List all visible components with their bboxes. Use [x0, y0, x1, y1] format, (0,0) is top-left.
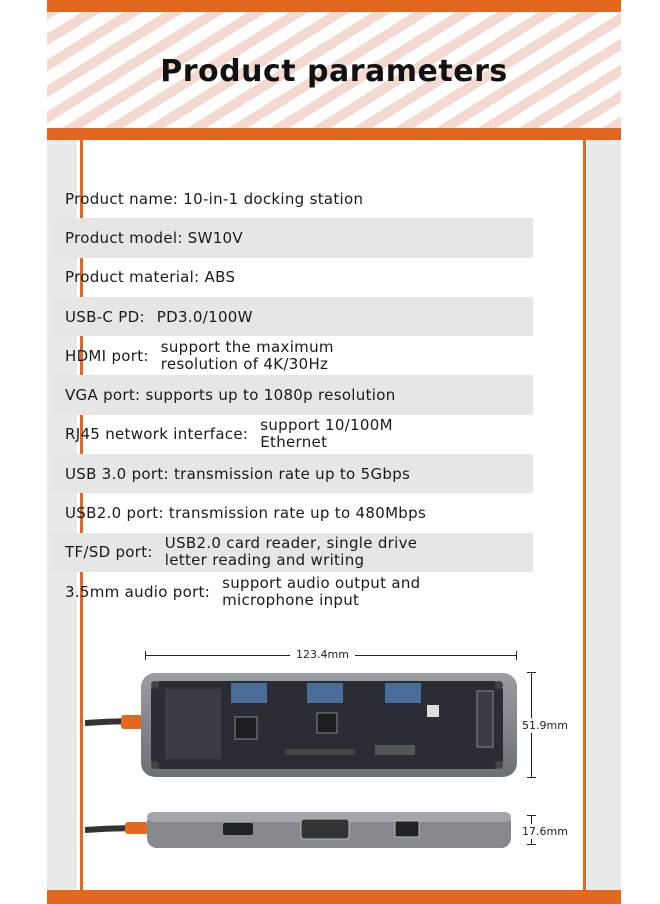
- docking-station-side-view: [85, 808, 525, 854]
- height-tick-top: [527, 815, 536, 816]
- height-label: 17.6mm: [522, 825, 568, 838]
- header-divider: [47, 128, 621, 140]
- parameter-list: [49, 179, 533, 611]
- param-value-line2: microphone input: [222, 590, 360, 609]
- height-tick-bottom: [527, 844, 536, 845]
- param-row-vga: [49, 375, 533, 414]
- width-tick-top: [527, 672, 536, 673]
- width-tick-bottom: [527, 777, 536, 778]
- param-value: [260, 417, 393, 451]
- param-row-audio: [49, 572, 533, 611]
- length-label: 123.4mm: [290, 648, 355, 661]
- page-title: Product parameters: [160, 54, 508, 89]
- param-value-line1: support audio output and: [222, 573, 421, 592]
- param-value: [165, 535, 418, 569]
- width-label: 51.9mm: [522, 719, 568, 732]
- param-value-line1: support the maximum: [160, 337, 334, 356]
- param-row-tfsd: [49, 533, 533, 572]
- param-row-material: [49, 258, 533, 297]
- param-label: RJ45 network interface:: [65, 425, 249, 444]
- param-row-rj45: [49, 415, 533, 454]
- param-label: USB 3.0 port: transmission rate up to 5Gbps: [65, 464, 411, 483]
- param-value-line1: USB2.0 card reader, single drive: [164, 534, 418, 553]
- length-tick-right: [516, 651, 517, 660]
- param-row-model: [49, 218, 533, 257]
- border-line-right: [583, 140, 586, 890]
- param-label: HDMI port:: [65, 346, 149, 365]
- param-value-line1: support 10/100M: [260, 416, 393, 435]
- param-label: USB2.0 port: transmission rate up to 480Mbps: [65, 504, 427, 523]
- param-value: [161, 339, 334, 373]
- docking-station-top-view: [85, 665, 525, 785]
- param-row-usbc-pd: [49, 297, 533, 336]
- side-panel-right: [587, 140, 621, 890]
- param-row-usb3: [49, 454, 533, 493]
- param-label: USB-C PD:: [65, 307, 145, 326]
- bottom-bar: [47, 890, 621, 904]
- param-row-usb2: [49, 493, 533, 532]
- param-row-name: [49, 179, 533, 218]
- param-label: Product name: 10-in-1 docking station: [65, 189, 364, 208]
- length-tick-left: [145, 651, 146, 660]
- param-label: TF/SD port:: [65, 543, 153, 562]
- param-label: VGA port: supports up to 1080p resolution: [65, 386, 396, 405]
- param-label: Product model: SW10V: [65, 228, 243, 247]
- param-value-line2: Ethernet: [260, 433, 328, 452]
- param-row-hdmi: [49, 336, 533, 375]
- param-label: Product material: ABS: [65, 268, 236, 287]
- param-value-line2: letter reading and writing: [164, 551, 365, 570]
- param-value: [222, 575, 420, 609]
- top-bar: [47, 0, 621, 12]
- param-value-line2: resolution of 4K/30Hz: [160, 354, 329, 373]
- param-label: 3.5mm audio port:: [65, 582, 211, 601]
- param-value: PD3.0/100W: [156, 307, 253, 326]
- header-banner: [47, 12, 621, 128]
